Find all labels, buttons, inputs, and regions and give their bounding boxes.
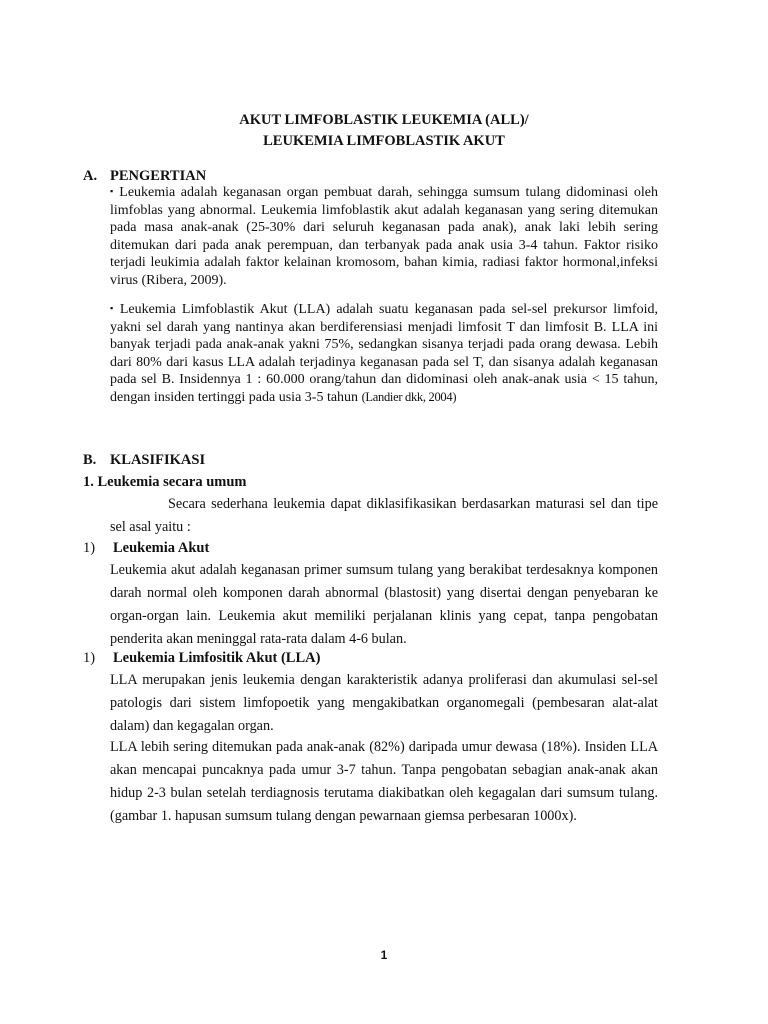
bullet-icon: ▪: [110, 303, 116, 313]
lla-text-2: [110, 736, 658, 828]
section-a-number: A.: [83, 168, 98, 184]
list-label: Leukemia Limfositik Akut (LLA): [113, 650, 321, 666]
document-title-line1: AKUT LIMFOBLASTIK LEUKEMIA (ALL)/: [239, 112, 529, 128]
lla-text-2-body: LLA lebih sering ditemukan pada anak-anak (82%) daripada umur dewasa (18%). Insiden LLA akan mencapai puncaknya pada umur 3-7 tahun. Tanpa pengobatan sebagian anak-anak akan hidup 2-3 bulan setelah terdiagnosis terutama diakibatkan oleh kegagalan dari sumsum tulang.: [110, 739, 658, 801]
list-label: Leukemia Akut: [113, 540, 210, 556]
section-a-title: PENGERTIAN: [110, 168, 207, 184]
classification-intro: Secara sederhana leukemia dapat diklasifikasikan berdasarkan maturasi sel dan tipe sel asal yaitu :: [110, 496, 658, 535]
subsection-heading: 1. Leukemia secara umum: [83, 474, 247, 490]
bullet-1-text: Leukemia adalah keganasan organ pembuat darah, sehingga sumsum tulang didominasi oleh limfoblas yang abnormal. Leukemia limfoblastik akut adalah keganasan yang sering ditemukan pada masa anak-anak (25-30% dari seluruh keganasan pada anak), anak laki lebih sering ditemukan dari pada anak perempuan, dan terbanyak pada anak usia 3-4 tahun. Faktor risiko terjadi leukimia adalah faktor kelainan kromosom, bahan kimia, radiasi faktor hormonal,infeksi virus (Ribera, 2009).: [110, 185, 658, 288]
list-number: 1): [83, 650, 96, 666]
document-title-line2: LEUKEMIA LIMFOBLASTIK AKUT: [263, 133, 505, 149]
list-number: 1): [83, 540, 96, 556]
page-number: 1: [380, 948, 388, 962]
list-item-leukemia-akut: [83, 538, 209, 558]
list-item-lla: [83, 648, 320, 668]
section-b-number: B.: [83, 452, 97, 468]
citation: (Landier dkk, 2004): [361, 389, 457, 404]
bullet-2-text: Leukemia Limfoblastik Akut (LLA) adalah suatu keganasan pada sel-sel prekursor limfoid, yakni sel darah yang nantinya akan berdiferensiasi menjadi limfosit T dan limfosit B. LLA ini banyak terjadi pada anak-anak yakni 75%, sedangkan sisanya terjadi pada orang dewasa. Lebih dari 80% dari kasus LLA adalah terjadinya keganasan pada sel T, dan sisanya adalah keganasan pada sel B. Insidennya 1 : 60.000 orang/tahun dan didominasi oleh anak-anak usia < 15 tahun, dengan insiden tertinggi pada usia 3-5 tahun: [110, 302, 658, 405]
section-b-title: KLASIFIKASI: [110, 452, 206, 468]
bullet-icon: ▪: [110, 186, 116, 196]
figure-note: (gambar 1. hapusan sumsum tulang dengan pewarnaan giemsa perbesaran 1000x).: [110, 808, 577, 824]
leukemia-akut-text: Leukemia akut adalah keganasan primer sumsum tulang yang berakibat terdesaknya komponen darah normal oleh komponen darah abnormal (blastosit) yang disertai dengan penyebaran ke organ-organ lain. Leukemia akut memiliki perjalanan klinis yang cepat, tanpa pengobatan penderita akan meninggal rata-rata dalam 4-6 bulan.: [110, 562, 658, 647]
section-b-heading: [83, 450, 205, 470]
bullet-paragraph-1: [110, 183, 658, 289]
bullet-paragraph-2: [110, 300, 658, 406]
lla-text-1: LLA merupakan jenis leukemia dengan karakteristik adanya proliferasi dan akumulasi sel-sel patologis dari sistem limfopoetik yang mengakibatkan organomegali (pembesaran alat-alat dalam) dan kegagalan organ.: [110, 672, 658, 734]
